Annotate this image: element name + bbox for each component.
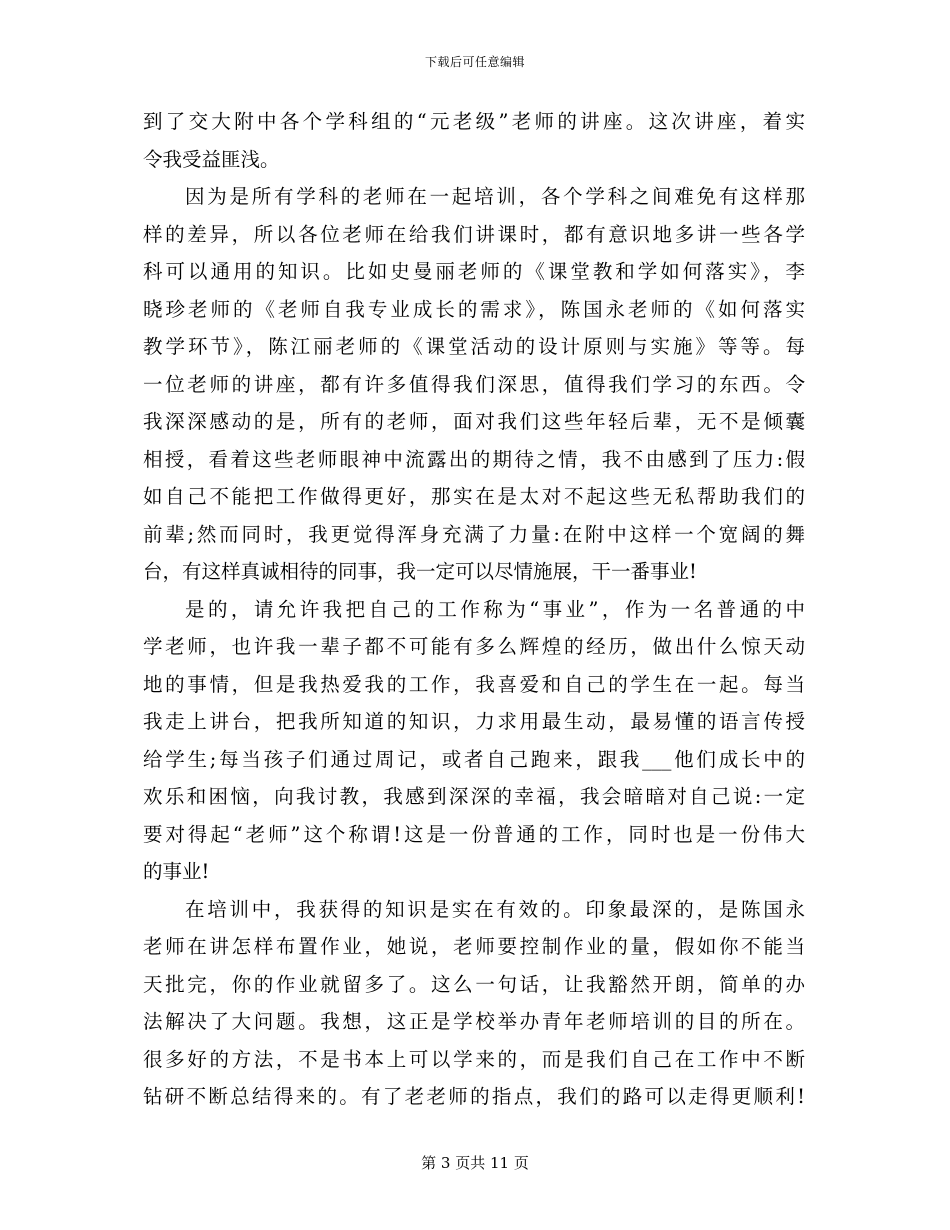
- text-line: 台，有这样真诚相待的同事，我一定可以尽情施展，干一番事业!: [143, 560, 697, 583]
- text-line: 一位老师的讲座，都有许多值得我们深思，值得我们学习的东西。令: [143, 372, 805, 396]
- text-line: 欢乐和困恼，向我讨教，我感到深深的幸福，我会暗暗对自己说:一定: [143, 785, 805, 808]
- text-line: 老师在讲怎样布置作业，她说，老师要控制作业的量，假如你不能当: [143, 935, 805, 958]
- document-body: [143, 103, 805, 1116]
- text-line: 要对得起“老师”这个称谓!这是一份普通的工作，同时也是一份伟大: [143, 822, 805, 846]
- text-line: 令我受益匪浅。: [143, 147, 280, 171]
- text-line: 地的事情，但是我热爱我的工作，我喜爱和自己的学生在一起。每当: [143, 672, 805, 696]
- text-line: 晓珍老师的《老师自我专业成长的需求》，陈国永老师的《如何落实: [143, 297, 805, 321]
- text-line: 是的，请允许我把自己的工作称为“事业”，作为一名普通的中: [185, 597, 805, 621]
- text-line: 样的差异，所以各位老师在给我们讲课时，都有意识地多讲一些各学: [143, 222, 805, 246]
- text-line: 钻研不断总结得来的。有了老老师的指点，我们的路可以走得更顺利!: [143, 1085, 805, 1108]
- text-line: 因为是所有学科的老师在一起培训，各个学科之间难免有这样那: [185, 185, 805, 208]
- text-line: 相授，看着这些老师眼神中流露出的期待之情，我不由感到了压力:假: [143, 447, 805, 471]
- page-header: 下载后可任意编辑: [424, 55, 525, 69]
- text-line: 我深深感动的是，所有的老师，面对我们这些年轻后辈，无不是倾囊: [143, 410, 805, 433]
- paragraph-2: [143, 178, 805, 591]
- text-line: 如自己不能把工作做得更好，那实在是太对不起这些无私帮助我们的: [143, 485, 805, 508]
- text-line: 很多好的方法，不是书本上可以学来的，而是我们自己在工作中不断: [143, 1047, 805, 1071]
- text-line: 法解决了大问题。我想，这正是学校举办青年老师培训的目的所在。: [143, 1010, 805, 1033]
- text-line: 科可以通用的知识。比如史曼丽老师的《课堂教和学如何落实》，李: [143, 260, 805, 283]
- paragraph-3: [143, 591, 805, 891]
- text-line: 到了交大附中各个学科组的“元老级”老师的讲座。这次讲座，着实: [143, 110, 805, 133]
- text-line: 我走上讲台，把我所知道的知识，力求用最生动，最易懂的语言传授: [143, 710, 805, 733]
- paragraph-4: [143, 891, 805, 1116]
- text-line: 学老师，也许我一辈子都不可能有多么辉煌的经历，做出什么惊天动: [143, 635, 805, 658]
- paragraph-1: [143, 103, 805, 178]
- text-line: 天批完，你的作业就留多了。这么一句话，让我豁然开朗，简单的办: [143, 972, 805, 996]
- text-line: 前辈;然而同时，我更觉得浑身充满了力量:在附中这样一个宽阔的舞: [143, 522, 805, 546]
- text-line: 给学生;每当孩子们通过周记，或者自己跑来，跟我___他们成长中的: [143, 747, 805, 771]
- text-line: 的事业!: [143, 860, 210, 883]
- page-footer: 第 3 页共 11 页: [421, 1154, 529, 1172]
- text-line: 教学环节》，陈江丽老师的《课堂活动的设计原则与实施》等等。每: [143, 335, 805, 358]
- text-line: 在培训中，我获得的知识是实在有效的。印象最深的，是陈国永: [185, 897, 805, 921]
